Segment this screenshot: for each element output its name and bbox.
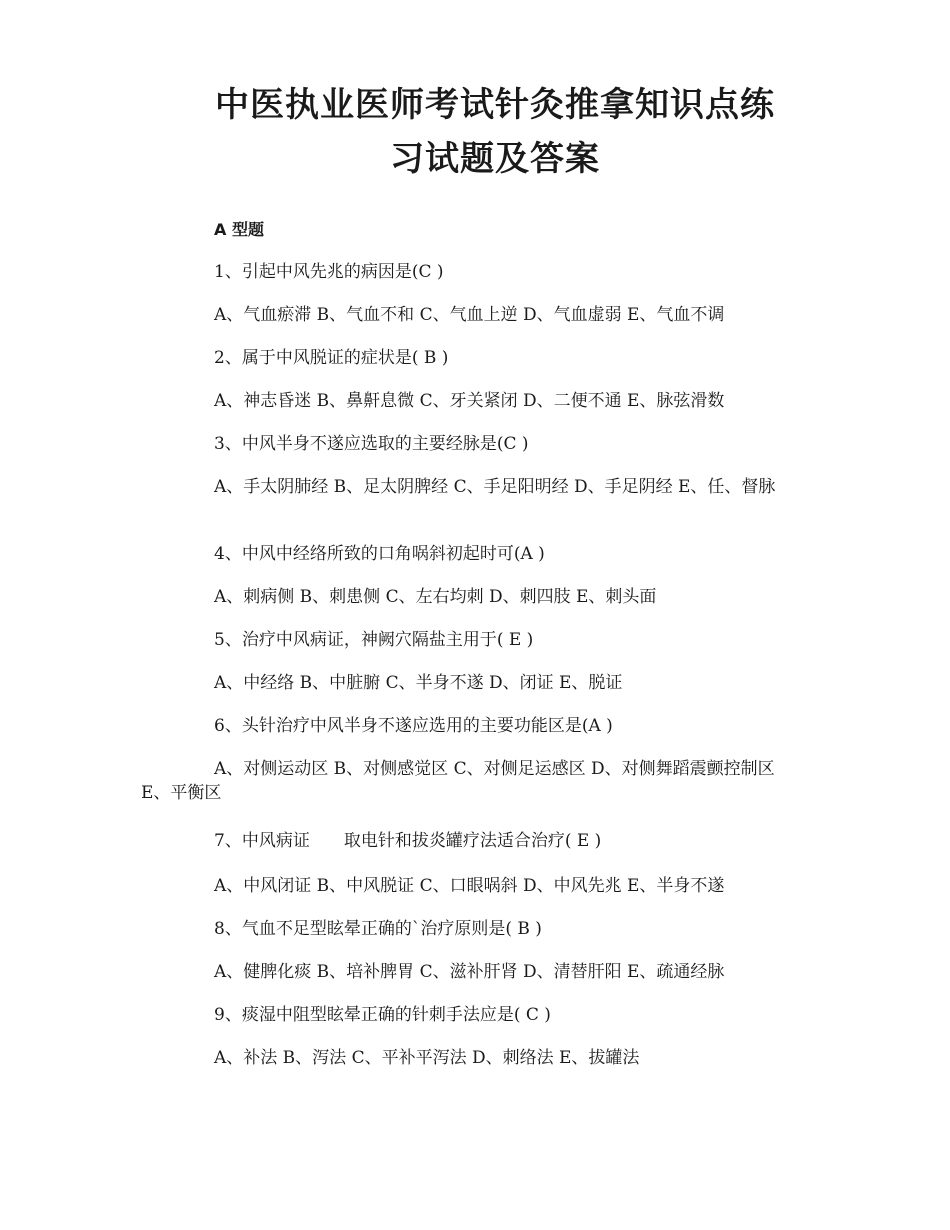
options-6: A、对侧运动区 B、对侧感觉区 C、对侧足运感区 D、对侧舞蹈震颤控制区 E、平衡区	[141, 759, 775, 803]
question-5: 5、治疗中风病证，神阙穴隔盐主用于( E )	[214, 630, 534, 650]
options-8: A、健脾化痰 B、培补脾胃 C、滋补肝肾 D、清替肝阳 E、疏通经脉	[214, 962, 725, 982]
options-3: A、手太阴肺经 B、足太阴脾经 C、手足阳明经 D、手足阴经 E、任、督脉	[214, 477, 776, 497]
title-line-1: 中医执业医师考试针灸推拿知识点练	[215, 85, 775, 125]
document-title	[140, 78, 850, 186]
options-2: A、神志昏迷 B、鼻鼾息微 C、牙关紧闭 D、二便不通 E、脉弦滑数	[214, 391, 725, 411]
question-4: 4、中风中经络所致的口角㖞斜初起时可(A )	[214, 544, 545, 564]
question-2: 2、属于中风脱证的症状是( B )	[214, 348, 449, 368]
question-1: 1、引起中风先兆的病因是(C )	[214, 262, 444, 282]
options-9: A、补法 B、泻法 C、平补平泻法 D、刺络法 E、拔罐法	[214, 1048, 640, 1068]
question-6: 6、头针治疗中风半身不遂应选用的主要功能区是(A )	[214, 716, 613, 736]
title-line-2: 习试题及答案	[390, 139, 600, 179]
options-5: A、中经络 B、中脏腑 C、半身不遂 D、闭证 E、脱证	[214, 673, 623, 693]
question-3: 3、中风半身不遂应选取的主要经脉是(C )	[214, 434, 529, 454]
options-4: A、刺病侧 B、刺患侧 C、左右均刺 D、刺四肢 E、刺头面	[214, 587, 657, 607]
question-9: 9、痰湿中阻型眩晕正确的针刺手法应是( C )	[214, 1005, 551, 1025]
question-8: 8、气血不足型眩晕正确的`治疗原则是( B )	[214, 919, 542, 939]
question-7: 7、中风病证 取电针和拔炎罐疗法适合治疗( E )	[214, 831, 602, 851]
options-7: A、中风闭证 B、中风脱证 C、口眼㖞斜 D、中风先兆 E、半身不遂	[214, 876, 725, 896]
section-heading: A 型题	[214, 220, 264, 239]
options-1: A、气血瘀滞 B、气血不和 C、气血上逆 D、气血虚弱 E、气血不调	[214, 305, 725, 325]
